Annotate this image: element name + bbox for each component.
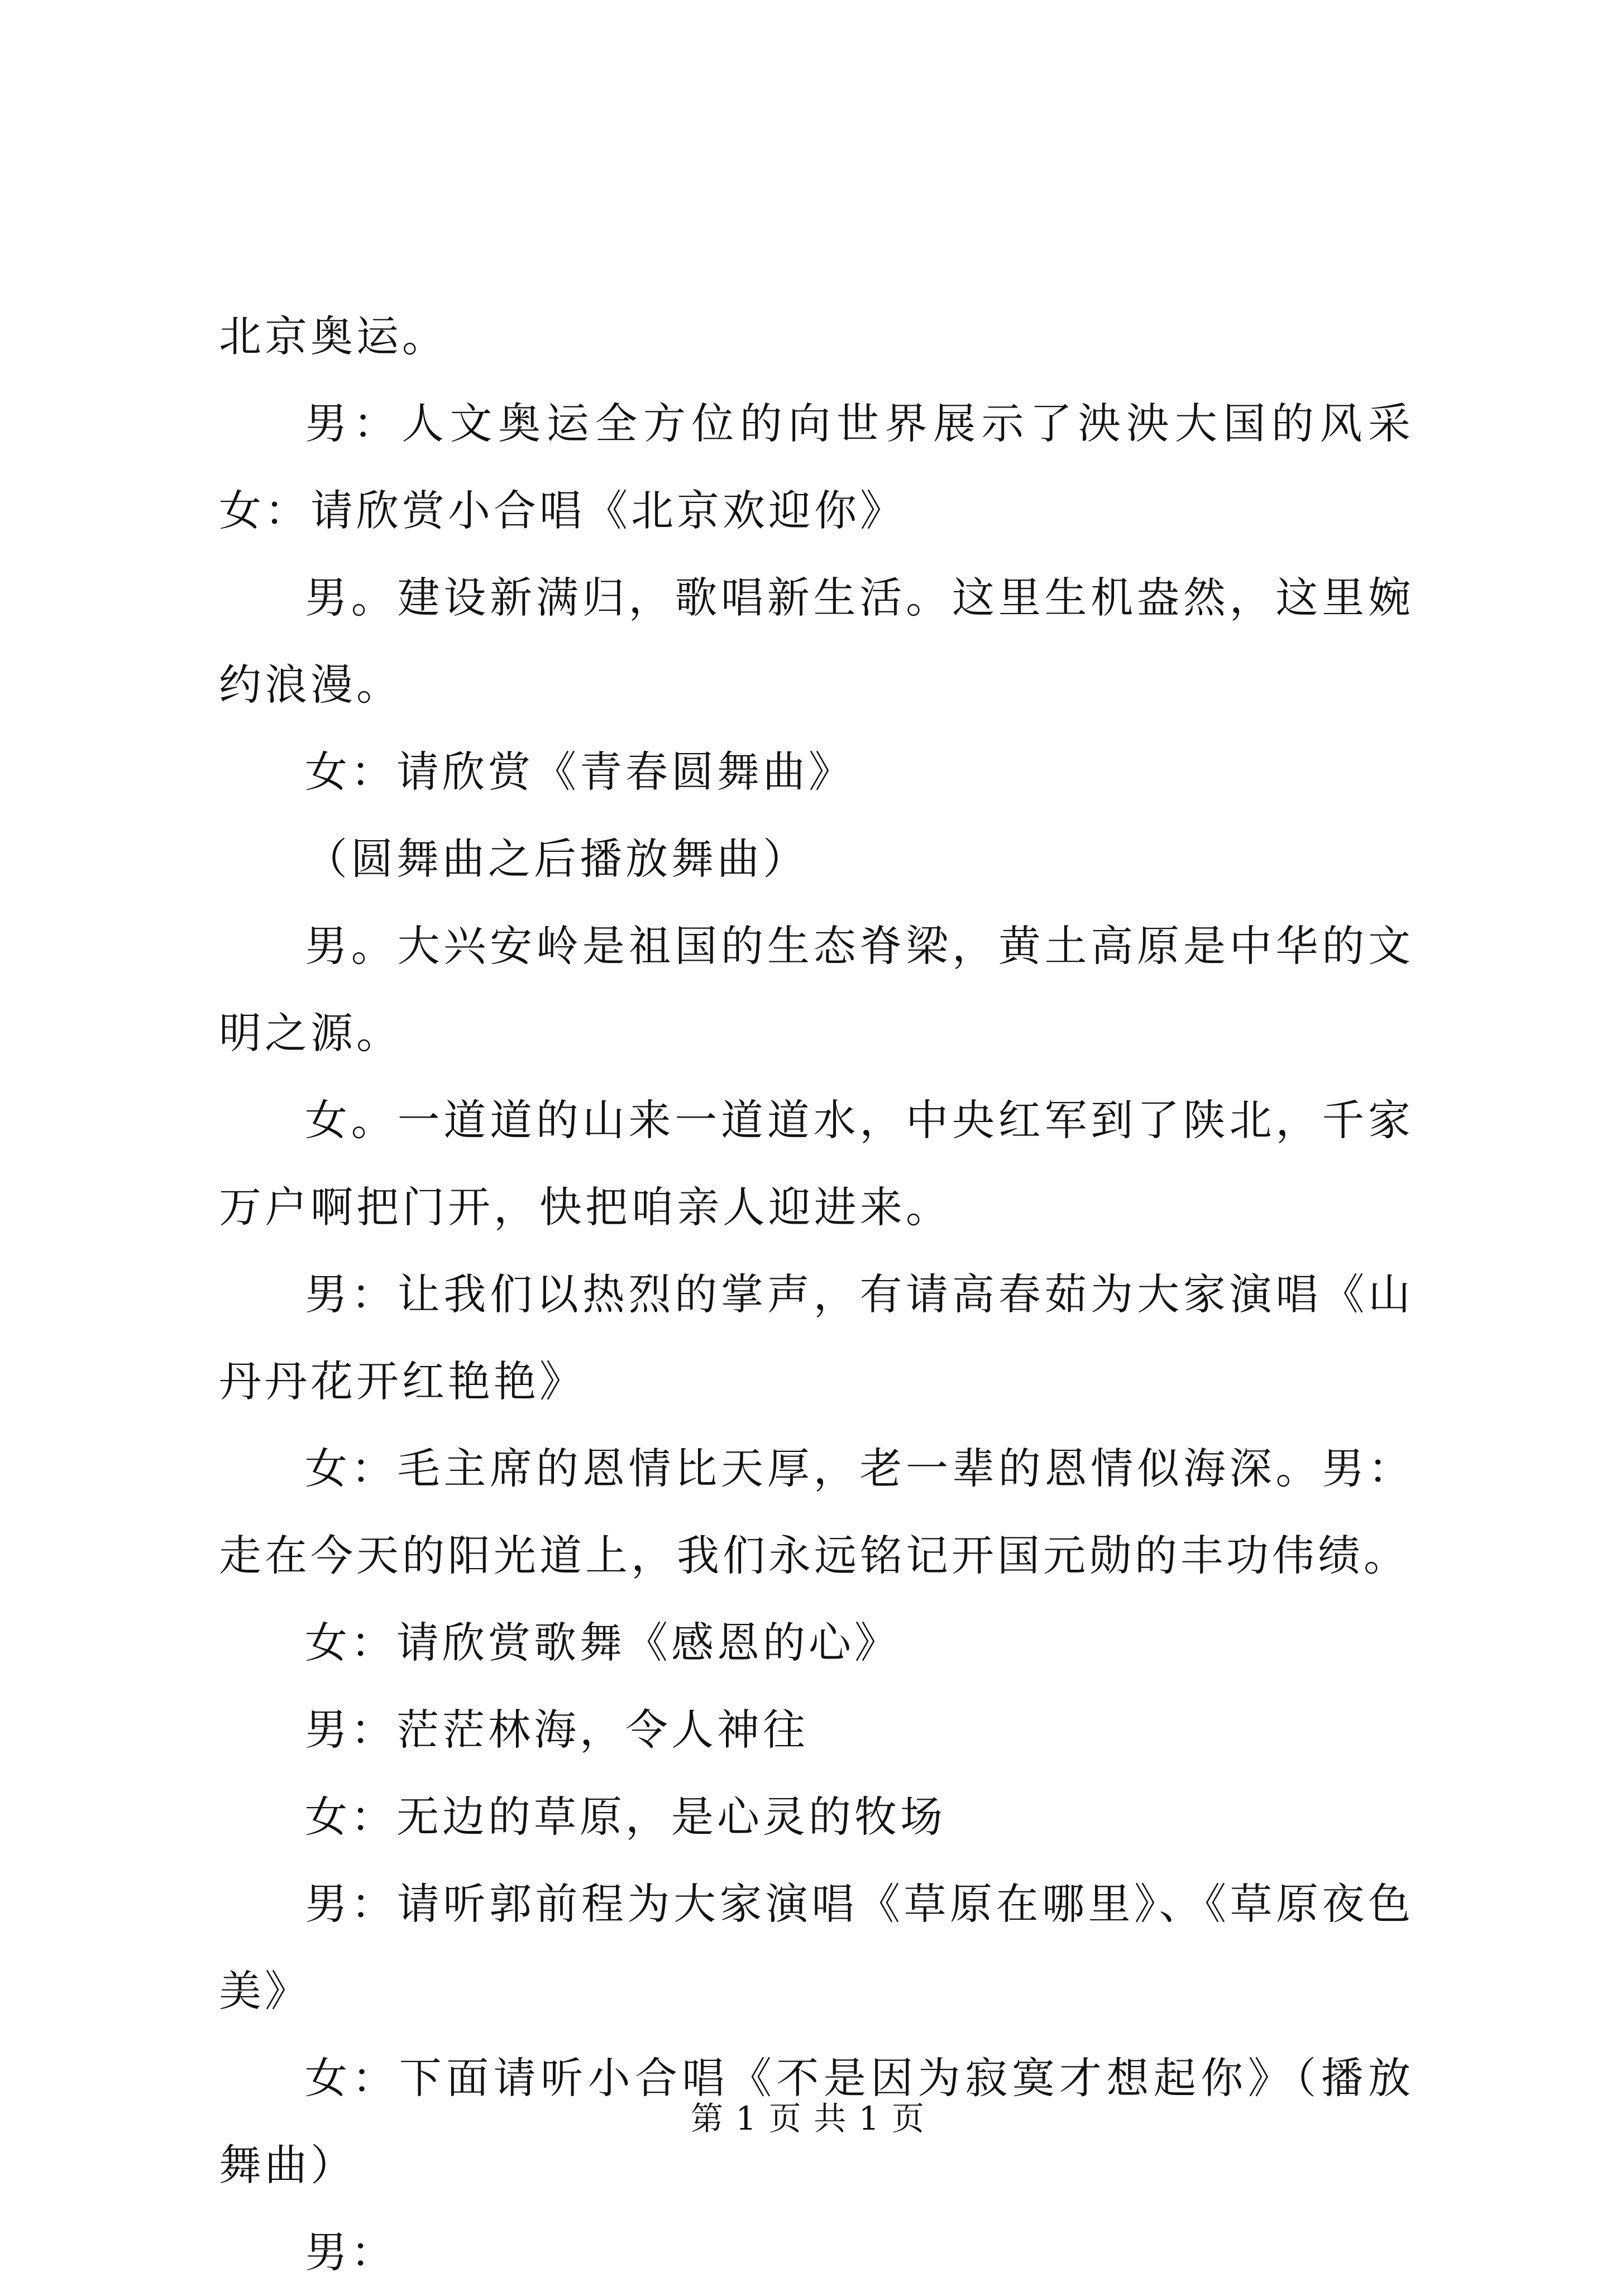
paragraph: 男：请听郭前程为大家演唱《草原在哪里》、《草原夜色美》 — [219, 1879, 1414, 2016]
paragraph: 女。一道道的山来一道道水，中央红军到了陕北，千家万户啊把门开，快把咱亲人迎进来。 — [219, 1095, 1414, 1232]
page-footer — [0, 2096, 1616, 2141]
paragraph: 男：人文奥运全方位的向世界展示了泱泱大国的风采女：请欣赏小合唱《北京欢迎你》 — [219, 399, 1414, 535]
paragraph: 北京奥运。 — [219, 311, 448, 361]
paragraph: 女：无边的草原，是心灵的牧场 — [305, 1792, 946, 1842]
paragraph: 女：毛主席的恩情比天厚，老一辈的恩情似海深。男：走在今天的阳光道上，我们永远铭记开国元勋的丰功伟绩。 — [219, 1444, 1414, 1580]
paragraph: 女：请欣赏歌舞《感恩的心》 — [305, 1618, 900, 1667]
document-body — [219, 293, 1414, 2296]
paragraph: （圆舞曲之后播放舞曲） — [305, 834, 809, 884]
paragraph: 女：请欣赏《青春圆舞曲》 — [305, 747, 854, 797]
paragraph: 男。建设新满归，歌唱新生活。这里生机盎然，这里婉约浪漫。 — [219, 573, 1414, 710]
paragraph: 男。大兴安岭是祖国的生态脊梁，黄土高原是中华的文明之源。 — [219, 921, 1414, 1058]
paragraph: 男： — [305, 2227, 396, 2277]
paragraph: 男：茫茫林海，令人神往 — [305, 1705, 809, 1755]
paragraph: 男：让我们以热烈的掌声，有请高春茹为大家演唱《山丹丹花开红艳艳》 — [219, 1269, 1414, 1406]
page-number-label: 第 1 页 共 1 页 — [691, 2100, 925, 2137]
paragraph: 女：下面请听小合唱《不是因为寂寞才想起你》（播放舞曲） — [219, 2053, 1414, 2190]
